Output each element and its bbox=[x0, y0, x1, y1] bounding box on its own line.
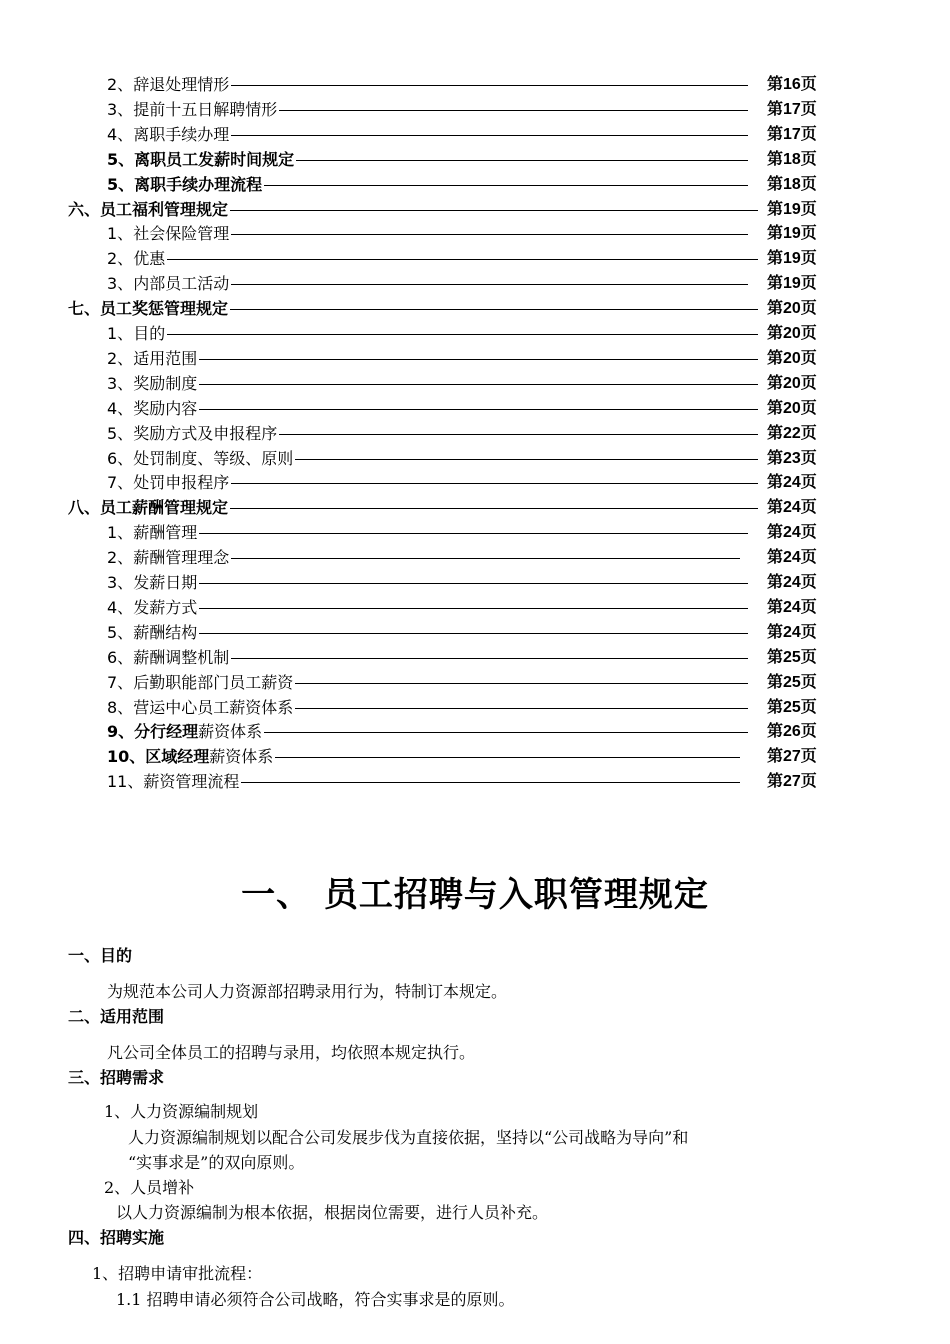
toc-entry-page: 第24页 bbox=[767, 598, 817, 616]
toc-entry-label bbox=[107, 174, 264, 196]
toc-entry-title: 薪酬结构 bbox=[133, 622, 198, 642]
toc-entry-label bbox=[107, 248, 167, 270]
section-heading-implementation: 四、招聘实施 bbox=[68, 1228, 165, 1247]
toc-entry-number: 5、 bbox=[107, 423, 134, 443]
toc-entry-label bbox=[107, 721, 264, 743]
toc-entry-title: 提前十五日解聘情形 bbox=[133, 99, 278, 119]
toc-entry-number: 5、 bbox=[107, 622, 134, 642]
toc-entry-label bbox=[107, 448, 295, 470]
toc-entry[interactable] bbox=[0, 223, 950, 245]
toc-entry-number: 4、 bbox=[107, 597, 134, 617]
toc-entry[interactable] bbox=[0, 273, 950, 295]
toc-entry-number: 6、 bbox=[107, 448, 134, 468]
toc-entry-page: 第24页 bbox=[767, 549, 817, 567]
toc-entry-label bbox=[107, 373, 199, 395]
toc-entry[interactable] bbox=[0, 174, 950, 196]
demand-item-1-title: 1、人力资源编制规划 bbox=[104, 1102, 259, 1121]
toc-entry-label bbox=[107, 472, 231, 494]
toc-leader-line bbox=[107, 334, 758, 335]
toc-entry-number: 2、 bbox=[107, 348, 134, 368]
toc-entry[interactable] bbox=[0, 124, 950, 146]
toc-entry-label bbox=[107, 398, 199, 420]
toc-entry-label bbox=[107, 348, 199, 370]
toc-entry[interactable] bbox=[0, 423, 950, 445]
toc-entry-page: 第25页 bbox=[767, 648, 817, 666]
toc-entry-number: 1、 bbox=[107, 324, 134, 343]
toc-entry[interactable] bbox=[0, 348, 950, 370]
toc-entry-page: 第24页 bbox=[767, 623, 817, 641]
toc-entry-label bbox=[107, 74, 231, 96]
toc-entry-number: 2、 bbox=[107, 548, 134, 568]
toc-entry-page: 第25页 bbox=[767, 673, 817, 691]
toc-entry-title: 离职手续办理流程 bbox=[134, 174, 263, 194]
demand-item-2-body: 以人力资源编制为根本依据，根据岗位需要，进行人员补充。 bbox=[116, 1203, 549, 1222]
chapter-title: 一、 员工招聘与入职管理规定 bbox=[241, 875, 709, 915]
section-body-purpose: 为规范本公司人力资源部招聘录用行为，特制订本规定。 bbox=[107, 982, 508, 1001]
toc-entry-title: 奖励方式及申报程序 bbox=[133, 423, 278, 443]
toc-entry-title: 处罚申报程序 bbox=[133, 473, 230, 493]
toc-entry-number: 4、 bbox=[107, 124, 134, 144]
toc-leader-line bbox=[107, 583, 748, 584]
toc-entry-title: 适用范围 bbox=[133, 348, 198, 368]
toc-entry-page: 第24页 bbox=[767, 499, 817, 517]
toc-entry-number: 1、 bbox=[107, 523, 134, 543]
toc-entry-page: 第19页 bbox=[767, 225, 817, 243]
toc-entry-title: 处罚制度、等级、原则 bbox=[133, 448, 294, 468]
toc-entry[interactable] bbox=[0, 99, 950, 121]
toc-entry-page: 第20页 bbox=[767, 300, 817, 318]
toc-entry-label bbox=[107, 622, 199, 644]
toc-entry-title: 薪酬调整机制 bbox=[133, 647, 230, 667]
toc-entry-number: 3、 bbox=[107, 373, 134, 393]
toc-entry[interactable] bbox=[0, 597, 950, 619]
toc-entry-label bbox=[107, 99, 279, 121]
toc-entry-label bbox=[68, 199, 230, 221]
toc-entry-title: 员工薪酬管理规定 bbox=[100, 498, 229, 518]
toc-entry-label bbox=[107, 547, 231, 569]
toc-entry-page: 第17页 bbox=[767, 125, 817, 143]
toc-entry-page: 第22页 bbox=[767, 424, 817, 442]
toc-entry[interactable] bbox=[0, 74, 950, 96]
toc-entry-title: 薪酬管理 bbox=[133, 523, 198, 543]
toc-entry[interactable] bbox=[0, 149, 950, 171]
toc-entry-page: 第17页 bbox=[767, 100, 817, 118]
toc-entry[interactable] bbox=[0, 199, 950, 221]
toc-entry-number: 8、 bbox=[107, 697, 134, 717]
toc-entry[interactable] bbox=[0, 771, 950, 793]
toc-entry-label bbox=[107, 149, 296, 171]
toc-entry[interactable] bbox=[0, 398, 950, 420]
section-heading-scope: 二、适用范围 bbox=[68, 1007, 165, 1026]
toc-entry-title: 营运中心员工薪资体系 bbox=[133, 697, 294, 717]
toc-leader-line bbox=[107, 608, 748, 609]
toc-entry-title: 后勤职能部门员工薪资 bbox=[133, 672, 294, 692]
toc-entry-page: 第23页 bbox=[767, 449, 817, 467]
toc-entry-title: 目的 bbox=[133, 324, 166, 343]
toc-entry[interactable] bbox=[0, 323, 950, 345]
toc-entry[interactable] bbox=[0, 298, 950, 320]
toc-entry-page: 第18页 bbox=[767, 150, 817, 168]
section-heading-purpose: 一、目的 bbox=[68, 946, 133, 965]
toc-entry-number: 3、 bbox=[107, 573, 134, 592]
toc-entry-title: 社会保险管理 bbox=[133, 224, 230, 244]
toc-entry-label bbox=[107, 771, 241, 793]
toc-entry-number: 11、 bbox=[107, 772, 144, 792]
toc-entry[interactable] bbox=[0, 721, 950, 743]
toc-entry-page: 第19页 bbox=[767, 275, 817, 293]
toc-leader-line bbox=[107, 533, 748, 534]
toc-entry-label bbox=[107, 647, 231, 669]
toc-entry-label bbox=[68, 298, 230, 320]
toc-entry-title: 发薪方式 bbox=[133, 597, 198, 617]
toc-entry[interactable] bbox=[0, 497, 950, 519]
toc-entry-label bbox=[107, 124, 231, 146]
toc-entry[interactable] bbox=[0, 472, 950, 494]
toc-entry-page: 第20页 bbox=[767, 399, 817, 417]
toc-entry-page: 第24页 bbox=[767, 524, 817, 542]
toc-entry-number: 六、 bbox=[68, 199, 101, 219]
toc-entry-title-suffix: 薪资体系 bbox=[209, 747, 274, 767]
toc-entry-number: 3、 bbox=[107, 274, 134, 294]
toc-entry-label bbox=[107, 223, 231, 245]
toc-leader-line bbox=[107, 633, 748, 634]
toc-entry-label bbox=[107, 522, 199, 544]
toc-leader-line bbox=[107, 259, 758, 260]
toc-entry-label bbox=[107, 423, 279, 445]
toc-entry[interactable] bbox=[0, 572, 950, 594]
toc-entry-number: 1、 bbox=[107, 224, 134, 244]
toc-entry-title: 奖励内容 bbox=[133, 398, 198, 418]
toc-entry-page: 第25页 bbox=[767, 698, 817, 716]
toc-entry-number: 9、 bbox=[107, 722, 135, 742]
toc-leader-line bbox=[107, 409, 758, 410]
toc-entry-page: 第27页 bbox=[767, 748, 817, 766]
toc-entry-title: 优惠 bbox=[133, 249, 166, 269]
toc-entry-page: 第19页 bbox=[767, 200, 817, 218]
toc-entry-page: 第16页 bbox=[767, 76, 817, 93]
toc-entry-number: 7、 bbox=[107, 672, 134, 692]
demand-item-1-body-line2: “实事求是”的双向原则。 bbox=[128, 1153, 305, 1172]
section-heading-demand: 三、招聘需求 bbox=[68, 1068, 165, 1087]
toc-entry-number: 5、 bbox=[107, 174, 135, 194]
toc-entry-title: 员工福利管理规定 bbox=[100, 199, 229, 219]
toc-entry-number: 10、 bbox=[107, 747, 146, 767]
toc-entry-label bbox=[107, 323, 167, 345]
toc-entry[interactable] bbox=[0, 697, 950, 719]
toc-entry-number: 七、 bbox=[68, 299, 101, 319]
toc-entry-title: 离职员工发薪时间规定 bbox=[134, 149, 295, 169]
toc-entry[interactable] bbox=[0, 547, 950, 569]
implementation-item-1-title: 1、招聘申请审批流程： bbox=[92, 1264, 263, 1283]
toc-entry-title: 发薪日期 bbox=[133, 573, 198, 592]
toc-entry-page: 第26页 bbox=[767, 723, 817, 741]
toc-leader-line bbox=[107, 359, 758, 360]
toc-entry-page: 第20页 bbox=[767, 325, 817, 342]
toc-entry-title: 辞退处理情形 bbox=[133, 75, 230, 94]
toc-entry-number: 2、 bbox=[107, 249, 134, 269]
toc-leader-line bbox=[107, 384, 758, 385]
toc-entry-label bbox=[107, 572, 199, 594]
toc-entry-title: 内部员工活动 bbox=[133, 274, 230, 294]
toc-entry[interactable] bbox=[0, 373, 950, 395]
toc-entry-number: 5、 bbox=[107, 149, 135, 169]
demand-item-2-title: 2、人员增补 bbox=[104, 1178, 195, 1197]
toc-entry-title: 奖励制度 bbox=[133, 373, 198, 393]
toc-entry[interactable] bbox=[0, 448, 950, 470]
toc-entry-page: 第19页 bbox=[767, 250, 817, 268]
toc-entry-page: 第27页 bbox=[767, 773, 817, 791]
toc-entry[interactable] bbox=[0, 647, 950, 669]
toc-entry-label bbox=[68, 497, 230, 519]
toc-entry-page: 第24页 bbox=[767, 474, 817, 492]
toc-entry-page: 第20页 bbox=[767, 374, 817, 392]
demand-item-1-body-line1: 人力资源编制规划以配合公司发展步伐为直接依据，坚持以“公司战略为导向”和 bbox=[128, 1128, 689, 1147]
toc-entry[interactable] bbox=[0, 672, 950, 694]
toc-entry-number: 4、 bbox=[107, 398, 134, 418]
toc-entry-number: 3、 bbox=[107, 99, 134, 119]
toc-entry-number: 八、 bbox=[68, 498, 101, 518]
toc-entry-title-suffix: 薪资体系 bbox=[198, 722, 263, 742]
toc-entry-title: 区域经理 bbox=[145, 747, 210, 767]
toc-entry[interactable] bbox=[0, 248, 950, 270]
toc-entry-label bbox=[107, 746, 275, 768]
toc-entry-title: 薪酬管理理念 bbox=[133, 548, 230, 568]
toc-entry-title: 员工奖惩管理规定 bbox=[100, 299, 229, 319]
toc-entry[interactable] bbox=[0, 622, 950, 644]
toc-entry-page: 第24页 bbox=[767, 574, 817, 591]
toc-entry[interactable] bbox=[0, 746, 950, 768]
toc-entry-number: 6、 bbox=[107, 647, 134, 667]
toc-entry-label bbox=[107, 672, 295, 694]
section-body-scope: 凡公司全体员工的招聘与录用，均依照本规定执行。 bbox=[107, 1043, 476, 1062]
implementation-item-1-1: 1.1 招聘申请必须符合公司战略，符合实事求是的原则。 bbox=[116, 1290, 515, 1309]
toc-entry-number: 7、 bbox=[107, 473, 134, 493]
toc-entry-label bbox=[107, 697, 295, 719]
toc-entry-page: 第20页 bbox=[767, 349, 817, 367]
toc-entry-title: 离职手续办理 bbox=[133, 124, 230, 144]
toc-entry-title: 分行经理 bbox=[134, 722, 199, 742]
toc-entry-label bbox=[107, 273, 231, 295]
toc-entry-page: 第18页 bbox=[767, 175, 817, 193]
toc-entry-title: 薪资管理流程 bbox=[143, 772, 240, 792]
toc-entry-label bbox=[107, 597, 199, 619]
toc-entry-number: 2、 bbox=[107, 75, 134, 94]
toc-entry[interactable] bbox=[0, 522, 950, 544]
